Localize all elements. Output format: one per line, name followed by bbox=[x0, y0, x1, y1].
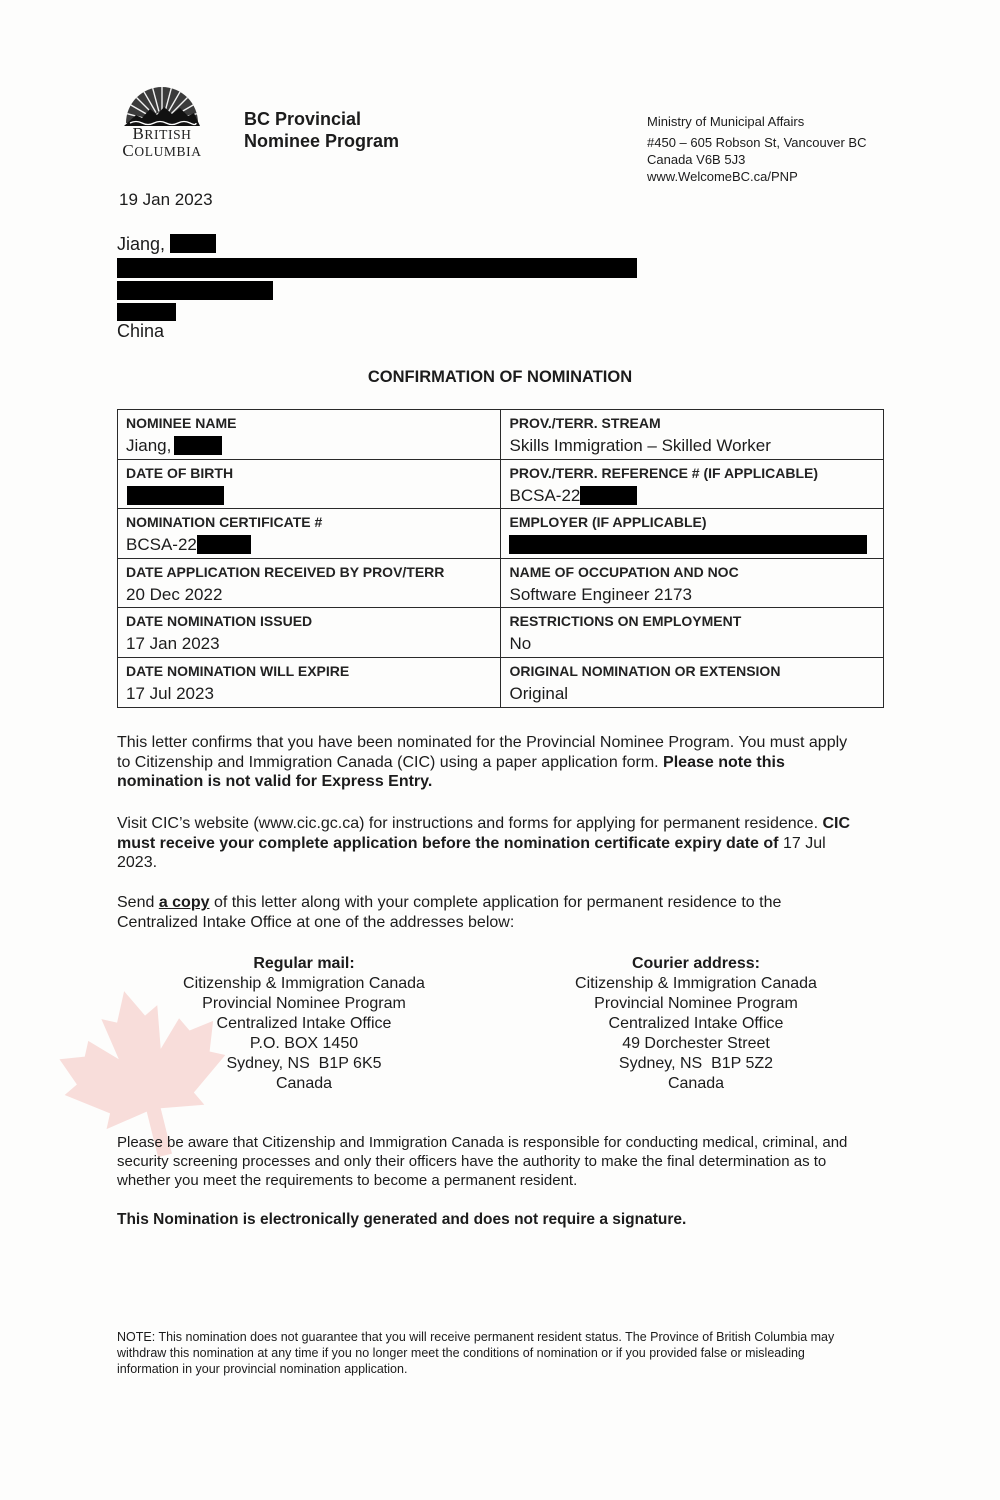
address-heading: Courier address: bbox=[631, 955, 761, 972]
table-value bbox=[510, 485, 884, 507]
table-value: 17 Jan 2023 bbox=[126, 634, 220, 653]
paragraph-line bbox=[117, 893, 781, 913]
address-line: Canada bbox=[667, 1075, 725, 1092]
table-cell-restrictions bbox=[501, 608, 884, 657]
address-line: Centralized Intake Office bbox=[608, 1015, 784, 1032]
address-heading: Regular mail: bbox=[253, 955, 355, 972]
address-line: Sydney, NS B1P 5Z2 bbox=[618, 1055, 774, 1072]
table-label: NOMINEE NAME bbox=[126, 415, 237, 431]
text-run: 2023. bbox=[117, 854, 158, 871]
text-run: Send bbox=[117, 894, 159, 911]
ministry-name: Ministry of Municipal Affairs bbox=[647, 114, 805, 129]
table-row bbox=[118, 658, 883, 708]
bc-sunset-logo-icon bbox=[122, 73, 202, 127]
table-cell-stream bbox=[501, 410, 884, 459]
table-value: Original bbox=[509, 683, 569, 703]
table-label: EMPLOYER (IF APPLICABLE) bbox=[509, 514, 707, 530]
signature-notice: This Nomination is electronically generated and does not require a signature. bbox=[117, 1211, 687, 1228]
office-address bbox=[647, 113, 866, 185]
table-label: PROV./TERR. STREAM bbox=[509, 415, 661, 431]
table-value: Software Engineer 2173 bbox=[509, 584, 692, 604]
table-value: No bbox=[509, 634, 532, 653]
redaction-box bbox=[197, 535, 251, 554]
nominee-surname: Jiang, bbox=[126, 436, 172, 455]
website-paragraph bbox=[117, 814, 850, 873]
table-label: DATE NOMINATION ISSUED bbox=[126, 613, 313, 629]
table-cell-extension bbox=[501, 658, 884, 708]
nomination-table bbox=[117, 409, 884, 708]
table-cell-date-issued bbox=[118, 608, 501, 657]
table-cell-occupation bbox=[501, 559, 884, 608]
redaction-box bbox=[127, 486, 224, 505]
office-city: Canada V6B 5J3 bbox=[647, 152, 746, 167]
text-run: Visit CIC’s website (www.cic.gc.ca) for instructions and forms for applying for permanent residence. bbox=[117, 815, 823, 832]
address-line: Provincial Nominee Program bbox=[594, 995, 798, 1012]
table-cell-reference bbox=[501, 460, 884, 509]
bc-logo bbox=[110, 70, 214, 164]
table-label: NOMINATION CERTIFICATE # bbox=[126, 514, 323, 530]
paragraph-line bbox=[117, 913, 781, 933]
bold-text-run: nomination is not valid for Express Entry. bbox=[117, 773, 433, 790]
table-value: 17 Jul 2023 bbox=[126, 683, 214, 703]
table-label: RESTRICTIONS ON EMPLOYMENT bbox=[509, 613, 742, 629]
redaction-box bbox=[509, 535, 867, 554]
table-cell-nominee-name bbox=[118, 410, 501, 459]
table-row bbox=[118, 460, 883, 510]
address-line: Centralized Intake Office bbox=[216, 1015, 392, 1032]
table-cell-date-expire bbox=[118, 658, 501, 708]
table-cell-certificate bbox=[118, 509, 501, 558]
text-run: of this letter along with your complete application for permanent residence to the bbox=[209, 894, 782, 911]
program-name bbox=[244, 108, 399, 152]
table-value bbox=[126, 485, 500, 507]
bold-text-run: CIC bbox=[822, 815, 851, 832]
emphasis-text-run: a copy bbox=[158, 894, 210, 911]
paragraph-line bbox=[117, 853, 850, 873]
address-line: P.O. BOX 1450 bbox=[249, 1035, 359, 1052]
table-row bbox=[118, 410, 883, 460]
paragraph-line: withdraw this nomination at any time if you no longer meet the conditions of nomination or if you provided false or misleading bbox=[117, 1346, 805, 1360]
paragraph-line bbox=[117, 834, 850, 854]
table-value bbox=[510, 534, 884, 556]
text-run: Centralized Intake Office at one of the addresses below: bbox=[117, 913, 515, 931]
paragraph-line bbox=[117, 733, 847, 753]
paragraph-line: information in your provincial nomination application. bbox=[117, 1362, 408, 1376]
text-run: to Citizenship and Immigration Canada (CIC) using a paper application form. bbox=[117, 753, 664, 771]
text-run: 17 Jul bbox=[778, 834, 826, 852]
table-value: 20 Dec 2022 bbox=[126, 584, 223, 604]
intro-paragraph bbox=[117, 733, 847, 792]
address-line: Sydney, NS B1P 6K5 bbox=[226, 1055, 382, 1072]
table-row bbox=[118, 559, 883, 609]
table-value bbox=[126, 534, 500, 556]
table-cell-date-received bbox=[118, 559, 501, 608]
bold-text-run: must receive your complete application before the nomination certificate expiry date of bbox=[117, 834, 779, 852]
table-label: PROV./TERR. REFERENCE # (IF APPLICABLE) bbox=[509, 464, 819, 481]
table-value: Skills Immigration – Skilled Worker bbox=[509, 436, 771, 455]
logo-text-british: BRITISH bbox=[132, 124, 192, 143]
paragraph-line bbox=[117, 772, 847, 792]
table-row bbox=[118, 608, 883, 658]
program-name-line2: Nominee Program bbox=[244, 131, 400, 151]
recipient-name bbox=[117, 233, 216, 255]
text-run: This letter confirms that you have been nominated for the Provincial Nominee Program. You must apply bbox=[117, 734, 848, 751]
redaction-box bbox=[117, 303, 176, 321]
footer-note bbox=[117, 1329, 834, 1377]
page-title: CONFIRMATION OF NOMINATION bbox=[367, 368, 633, 386]
certificate-prefix: BCSA-22 bbox=[126, 535, 197, 554]
table-label: DATE APPLICATION RECEIVED BY PROV/TERR bbox=[126, 563, 445, 580]
paragraph-line bbox=[117, 753, 847, 773]
table-cell-date-of-birth bbox=[118, 460, 501, 509]
redaction-box bbox=[174, 436, 222, 455]
paragraph-line: whether you meet the requirements to become a permanent resident. bbox=[117, 1172, 578, 1189]
redaction-box bbox=[170, 234, 216, 253]
table-value bbox=[126, 435, 500, 457]
redaction-box bbox=[117, 281, 273, 300]
logo-text-columbia: COLUMBIA bbox=[122, 141, 202, 160]
reference-prefix: BCSA-22 bbox=[509, 485, 581, 505]
paragraph-line bbox=[117, 814, 850, 834]
table-label: DATE NOMINATION WILL EXPIRE bbox=[126, 662, 350, 679]
program-name-line1: BC Provincial bbox=[244, 109, 362, 129]
address-line: Canada bbox=[275, 1075, 333, 1092]
paragraph-line: security screening processes and only their officers have the authority to make the final determination as to bbox=[117, 1153, 827, 1170]
recipient-surname: Jiang, bbox=[117, 234, 166, 254]
table-label: NAME OF OCCUPATION AND NOC bbox=[509, 563, 739, 580]
bold-text-run: Please note this bbox=[663, 753, 785, 771]
paragraph-line: NOTE: This nomination does not guarantee that you will receive permanent resident status. The Province of British Columbia may bbox=[117, 1330, 835, 1344]
courier-address bbox=[506, 954, 886, 1094]
address-line: Citizenship & Immigration Canada bbox=[183, 975, 425, 992]
regular-mail-address bbox=[114, 954, 494, 1094]
office-street: #450 – 605 Robson St, Vancouver BC bbox=[647, 135, 867, 150]
redaction-box bbox=[580, 486, 637, 505]
address-line: Citizenship & Immigration Canada bbox=[575, 975, 817, 992]
office-website: www.WelcomeBC.ca/PNP bbox=[647, 169, 798, 184]
paragraph-line: Please be aware that Citizenship and Immigration Canada is responsible for conducting medical, criminal, and bbox=[117, 1134, 848, 1151]
recipient-country: China bbox=[117, 321, 165, 341]
send-paragraph bbox=[117, 893, 781, 932]
address-line: 49 Dorchester Street bbox=[622, 1035, 770, 1052]
screening-paragraph bbox=[117, 1133, 847, 1190]
address-line: Provincial Nominee Program bbox=[202, 995, 406, 1012]
table-label: ORIGINAL NOMINATION OR EXTENSION bbox=[509, 662, 781, 679]
table-cell-employer bbox=[501, 509, 884, 558]
table-row bbox=[118, 509, 883, 559]
table-label: DATE OF BIRTH bbox=[126, 464, 234, 481]
letter-date: 19 Jan 2023 bbox=[119, 190, 213, 209]
redaction-box bbox=[117, 258, 637, 278]
